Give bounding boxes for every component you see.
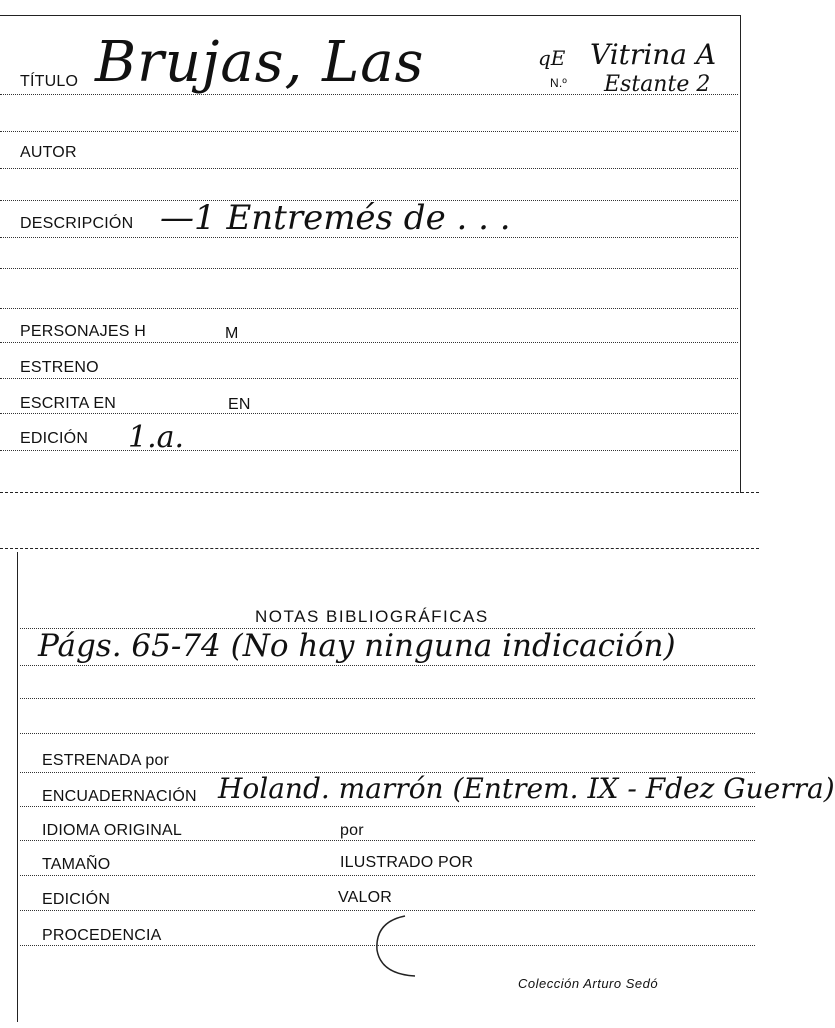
personajes-m-label: M (225, 325, 239, 342)
back-catalog-card (0, 540, 835, 1028)
titulo-label: TÍTULO (20, 73, 79, 90)
edicion-label: EDICIÓN (42, 891, 111, 908)
personajes-h-label: PERSONAJES H (20, 323, 146, 340)
handwritten-location-line2: Estante 2 (604, 72, 711, 97)
handwritten-location-line1: Vitrina A (590, 38, 717, 71)
idioma-original-label: IDIOMA ORIGINAL (42, 822, 182, 839)
handwritten-notas: Págs. 65-74 (No hay ninguna indicación) (38, 628, 676, 664)
card-bottom-border (0, 492, 759, 493)
handwritten-edicion: 1.a. (128, 420, 185, 455)
handwritten-location-prefix: qE (538, 46, 566, 70)
front-catalog-card (0, 0, 759, 495)
numero-label: N.º (550, 76, 567, 90)
descripcion-label: DESCRIPCIÓN (20, 215, 134, 232)
escrita-en2-label: EN (228, 396, 251, 413)
estreno-label: ESTRENO (20, 359, 99, 376)
autor-label: AUTOR (20, 144, 77, 161)
procedencia-label: PROCEDENCIA (42, 927, 162, 944)
card-left-border (17, 552, 18, 1022)
edicion-label: EDICIÓN (20, 430, 89, 447)
ilustrado-por-label: ILUSTRADO POR (340, 854, 474, 871)
card-right-border (740, 15, 741, 493)
estrenada-label: ESTRENADA por (42, 752, 170, 769)
card-top-border (0, 15, 740, 16)
encuadernacion-label: ENCUADERNACIÓN (42, 788, 197, 805)
card-top-border (0, 548, 759, 549)
handwritten-title: Brujas, Las (95, 30, 425, 95)
tamano-label: TAMAÑO (42, 856, 111, 873)
notas-bibliograficas-heading: NOTAS BIBLIOGRÁFICAS (255, 607, 489, 626)
valor-label: VALOR (338, 889, 393, 906)
handwritten-descripcion: —1 Entremés de . . . (160, 198, 511, 238)
handwritten-encuadernacion: Holand. marrón (Entrem. IX - Fdez Guerra) (218, 772, 835, 805)
escrita-en-label: ESCRITA EN (20, 395, 116, 412)
stamp-mark (365, 912, 425, 982)
collection-footer: Colección Arturo Sedó (518, 976, 659, 991)
por-label: por (340, 822, 364, 839)
